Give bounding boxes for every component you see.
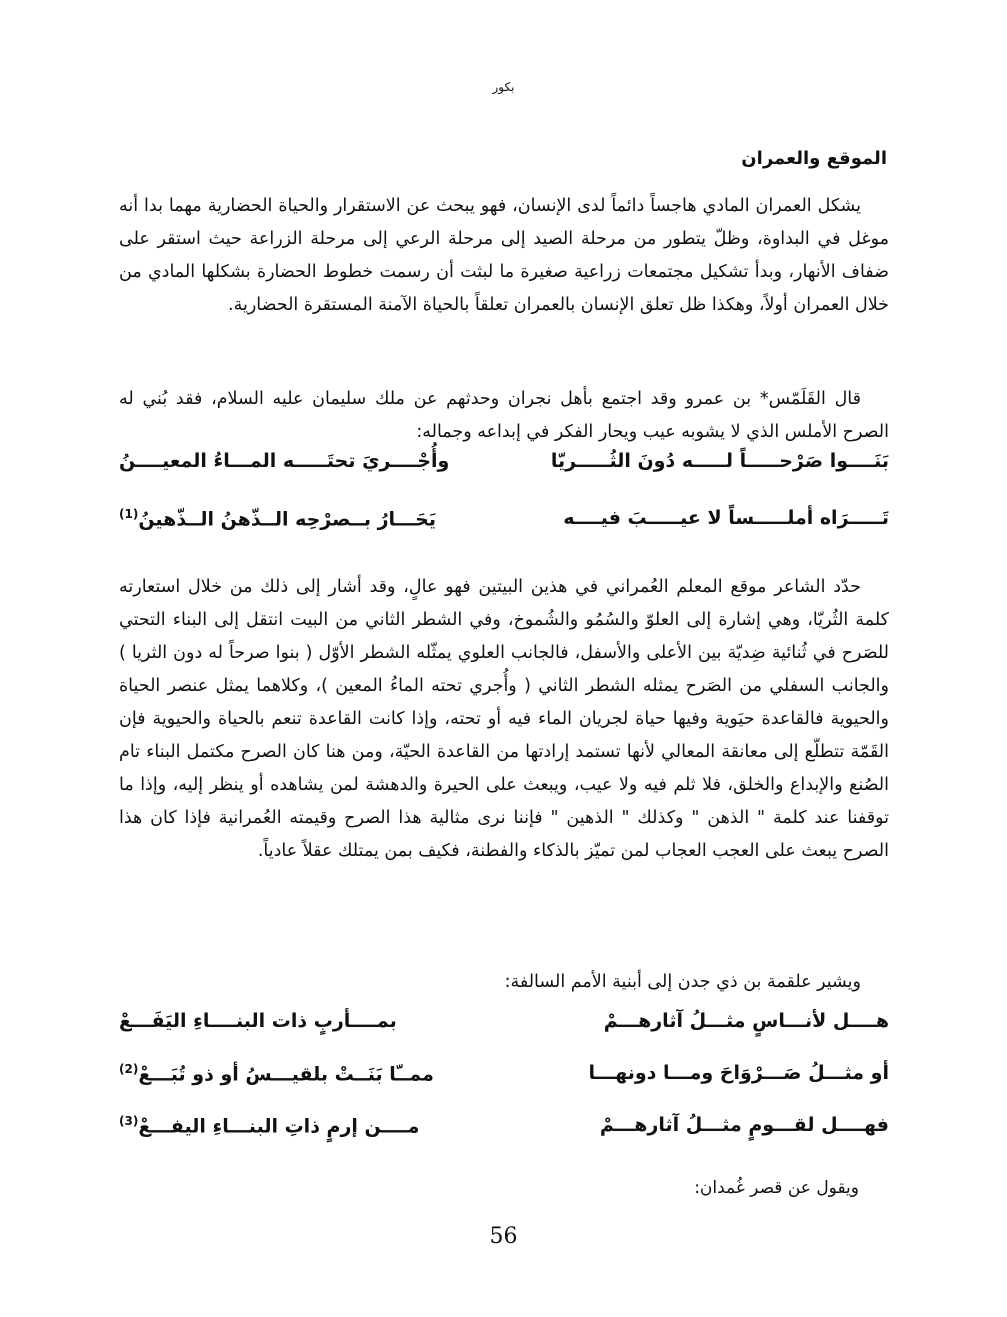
verse-line [119, 1010, 889, 1050]
verse-line [119, 1114, 889, 1154]
verse-line [119, 1062, 889, 1102]
paragraph-qalammas: قال القَلَمّس* بن عمرو وقد اجتمع بأهل نجران وحدثهم عن ملك سليمان عليه السلام، فقد بُني له الصرح الأملس الذي لا يشوبه عيب ويحار الفكر في إبداعه وجماله: [119, 389, 889, 442]
page-number: 56 [489, 1224, 518, 1249]
footnote-marker: (1) [119, 507, 139, 521]
verse-second-hemistich [119, 1114, 419, 1137]
verse-second-hemistich [119, 507, 436, 530]
running-head: بكور [492, 80, 515, 94]
verse-second-hemistich: بمــــأربٍ ذات البنــــاءِ اليَفَـــعْ [119, 1010, 397, 1032]
paragraph-analysis: حدّد الشاعر موقع المعلم العُمراني في هذين البيتين فهو عالٍ، وقد أشار إلى ذلك من خلال استعارته كلمة الثُريّا، وهي إشارة إلى العلوّ والسُمُو والشُموخ، وفي الشطر الثاني من البيت انتقل إلى البناء التحتي للصَرح في ثُنائية ضِديّة بين الأعلى والأسفل، فالجانب العلوي يمثّله الشطر الأوّل ( بنوا صرحاً له دون الثريا ) والجانب السفلي من الصَرح يمثله الشطر الثاني ( وأُجري تحته الماءُ المعين )، وكلاهما يمثل عنصر الحياة والحيوية فالقاعدة حيَوية وفيها حياة لجريان الماء فيه أو تحته، وإذا كانت القاعدة تنعم بالحياة والحيوية فإن القَمّة تتطلّع إلى معانقة المعالي لأنها تستمد إرادتها من القاعدة الحيّة، ومن هنا كان الصرح مكتمل البناء تام الصُنع والإبداع والخلق، فلا ثلم فيه ولا عيب، ويبعث على الحيرة والدهشة لمن يشاهده أو ينظر إليه، وإذا ما توقفنا عند كلمة " الذهن " وكذلك " الذهين " فإننا نرى مثالية هذا الصرح وقيمته العُمرانية فإذا كان هذا الصرح يبعث على العجب العجاب لمن تميّز بالذكاء والفطنة، فكيف بمن يمتلك عقلاً عادياً. [119, 577, 889, 861]
footnote-marker: (3) [119, 1114, 139, 1128]
verse-text: مــــن إرمٍ ذاتِ البنـــاءِ اليفـــعْ [138, 1115, 420, 1138]
paragraph-intro: يشكل العمران المادي هاجساً دائماً لدى الإنسان، فهو يبحث عن الاستقرار والحياة الحضارية مهما بدا أنه موغل في البداوة، وظلّ يتطور من مرحلة الصيد إلى مرحلة الرعي إلى مرحلة الزراعة حيث استقر على ضفاف الأنهار، وبدأ تشكيل مجتمعات زراعية صغيرة ما لبثت أن رسمت خطوط الحضارة بشكلها المادي من خلال العمران أولاً، وهكذا ظل تعلق الإنسان بالعمران تعلقاً بالحياة الآمنة المستقرة الحضارية. [119, 196, 889, 315]
verse-second-hemistich [119, 1062, 434, 1085]
verse-text: يَحَـــارُ بــصرْحِه الــذّهنُ الــذّهينُ [138, 508, 436, 531]
verse-first-hemistich: تَـــــرَاه أملـــــساً لا عيـــــبَ فيــــه [563, 507, 889, 529]
verse-line [119, 507, 889, 547]
verse-line [119, 450, 889, 490]
verse-second-hemistich: وأُجْــــريَ تحتَـــــه المـــاءُ المعيــــنُ [119, 450, 450, 472]
paragraph-alqama: ويشير علقمة بن ذي جدن إلى أبنية الأمم السالفة: [504, 972, 861, 992]
footnote-marker: (2) [119, 1062, 139, 1076]
verse-text: ممــّا بَنَــتْ بلقيـــسُ أو ذو تُبَـــعْ [138, 1063, 434, 1086]
verse-first-hemistich: هــــل لأنـــاسٍ مثـــلُ آثارهـــمْ [603, 1010, 889, 1032]
verse-first-hemistich: بَنَــــوا صَرْحـــــاً لـــــه دُونَ الثُـــــريّا [550, 450, 889, 472]
closing-line: ويقول عن قصر غُمدان: [694, 1178, 859, 1198]
section-heading: الموقع والعمران [741, 148, 887, 169]
verse-first-hemistich: فهــــل لقـــومٍ مثـــلُ آثارهـــمْ [599, 1114, 889, 1136]
verse-first-hemistich: أو مثـــلُ صَـــرْوَاحَ ومـــا دونهـــا [588, 1062, 889, 1084]
